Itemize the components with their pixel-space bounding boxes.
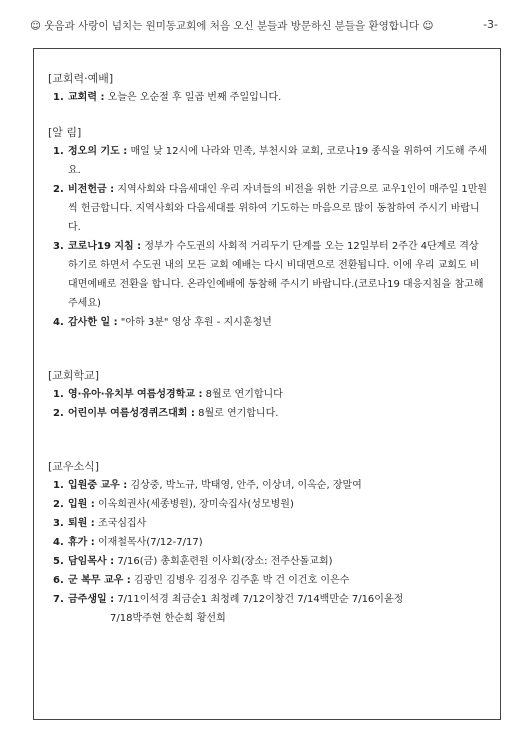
list-item: [48, 88, 488, 107]
item-text: 매일 낮 12시에 나라와 민족, 부천시와 교회, 코로나19 종식을 위하여 기도해 주세요.: [68, 146, 488, 176]
section-title-calendar: [교회력·예배]: [48, 72, 114, 85]
item-key: 입원 :: [68, 499, 95, 510]
item-text: 김상중, 박노규, 박태영, 안주, 이상녀, 이옥순, 장말여: [130, 480, 362, 491]
item-text: 7/16(금) 총회훈련원 이사회(장소: 전주산돌교회): [117, 556, 333, 567]
item-key: 군 복무 교우 :: [68, 575, 131, 586]
list-item: [48, 313, 488, 332]
item-number: 1.: [53, 146, 64, 157]
item-key: 입원중 교우 :: [68, 480, 128, 491]
birthday-continuation: 7/18박주현 한순희 황선희: [110, 613, 226, 624]
item-number: 4.: [53, 317, 64, 328]
item-text: 8월로 연기합니다: [205, 389, 283, 400]
section-title-school: [교회학교]: [48, 369, 100, 382]
item-key: 금주생일 :: [68, 594, 115, 605]
item-number: 2.: [53, 499, 64, 510]
welcome-banner: ☺ 웃음과 사랑이 넘치는 원미동교회에 처음 오신 분들과 방문하신 분들을 환영합니다 ☺: [30, 20, 434, 32]
item-key: 어린이부 여름성경퀴즈대회 :: [68, 408, 195, 419]
item-number: 1.: [53, 480, 64, 491]
list-item: [48, 495, 488, 514]
list-item: [48, 142, 488, 180]
item-key: 비전헌금 :: [68, 184, 115, 195]
list-item: [48, 385, 488, 404]
item-number: 4.: [53, 537, 64, 548]
item-text: 이재철목사(7/12-7/17): [98, 537, 203, 548]
item-key: 퇴원 :: [68, 518, 95, 529]
item-text: 8월로 연기합니다.: [198, 408, 279, 419]
item-number: 1.: [53, 92, 64, 103]
item-number: 6.: [53, 575, 64, 586]
section-title-members: [교우소식]: [48, 460, 100, 473]
item-text: 조국심집사: [98, 518, 147, 529]
list-item: [48, 514, 488, 533]
list-item: [48, 180, 488, 237]
item-text: 이옥희권사(세종병원), 장미숙집사(성모병원): [98, 499, 294, 510]
list-item: [48, 552, 488, 571]
item-text: 지역사회와 다음세대인 우리 자녀들의 비전을 위한 기금으로 교우1인이 매주일 1만원씩 헌금합니다. 지역사회와 다음세대를 위하여 기도하는 마음으로 많이 동참하여 주시기 바랍니다.: [68, 184, 488, 233]
list-item: [48, 533, 488, 552]
list-item: [48, 404, 488, 423]
item-number: 2.: [53, 408, 64, 419]
item-key: 교회력 :: [68, 92, 105, 103]
item-key: 코로나19 지침 :: [68, 241, 142, 252]
page-number: -3-: [483, 18, 498, 31]
item-number: 7.: [53, 594, 64, 605]
page-header: [0, 14, 532, 38]
item-text: 7/11이석경 최금순1 최청례 7/12이창건 7/14백만순 7/16이윤정: [117, 594, 404, 605]
item-number: 1.: [53, 389, 64, 400]
list-item: [48, 476, 488, 495]
item-text: "아하 3분" 영상 후원 - 지시훈청년: [120, 317, 272, 328]
item-number: 5.: [53, 556, 64, 567]
bulletin-frame: [33, 48, 501, 720]
list-item: [48, 571, 488, 590]
item-number: 2.: [53, 184, 64, 195]
item-number: 3.: [53, 518, 64, 529]
item-key: 감사한 일 :: [68, 317, 118, 328]
item-text: 오늘은 오순절 후 일곱 번째 주일입니다.: [107, 92, 282, 103]
item-text: 정부가 수도권의 사회적 거리두기 단계를 오는 12일부터 2주간 4단계로 격상하기로 하면서 수도권 내의 모든 교회 예배는 다시 비대면으로 전환됩니다. 이에 우리 교회도 비대면예배로 전환을 합니다. 온라인예배에 동참해 주시기 바랍니다.(코로나19 대응지침을 참고해주세요): [68, 241, 484, 309]
item-number: 3.: [53, 241, 64, 252]
item-key: 정오의 기도 :: [68, 146, 128, 157]
list-item: [48, 237, 488, 313]
list-item: [48, 590, 488, 609]
item-key: 영·유아·유치부 여름성경학교 :: [68, 389, 203, 400]
item-key: 담임목사 :: [68, 556, 115, 567]
item-key: 휴가 :: [68, 537, 95, 548]
section-title-notice: [알 림]: [48, 126, 82, 139]
item-text: 김광민 김병우 김정우 김주훈 박 건 이건호 이은수: [133, 575, 350, 586]
bulletin-content: [48, 69, 488, 628]
